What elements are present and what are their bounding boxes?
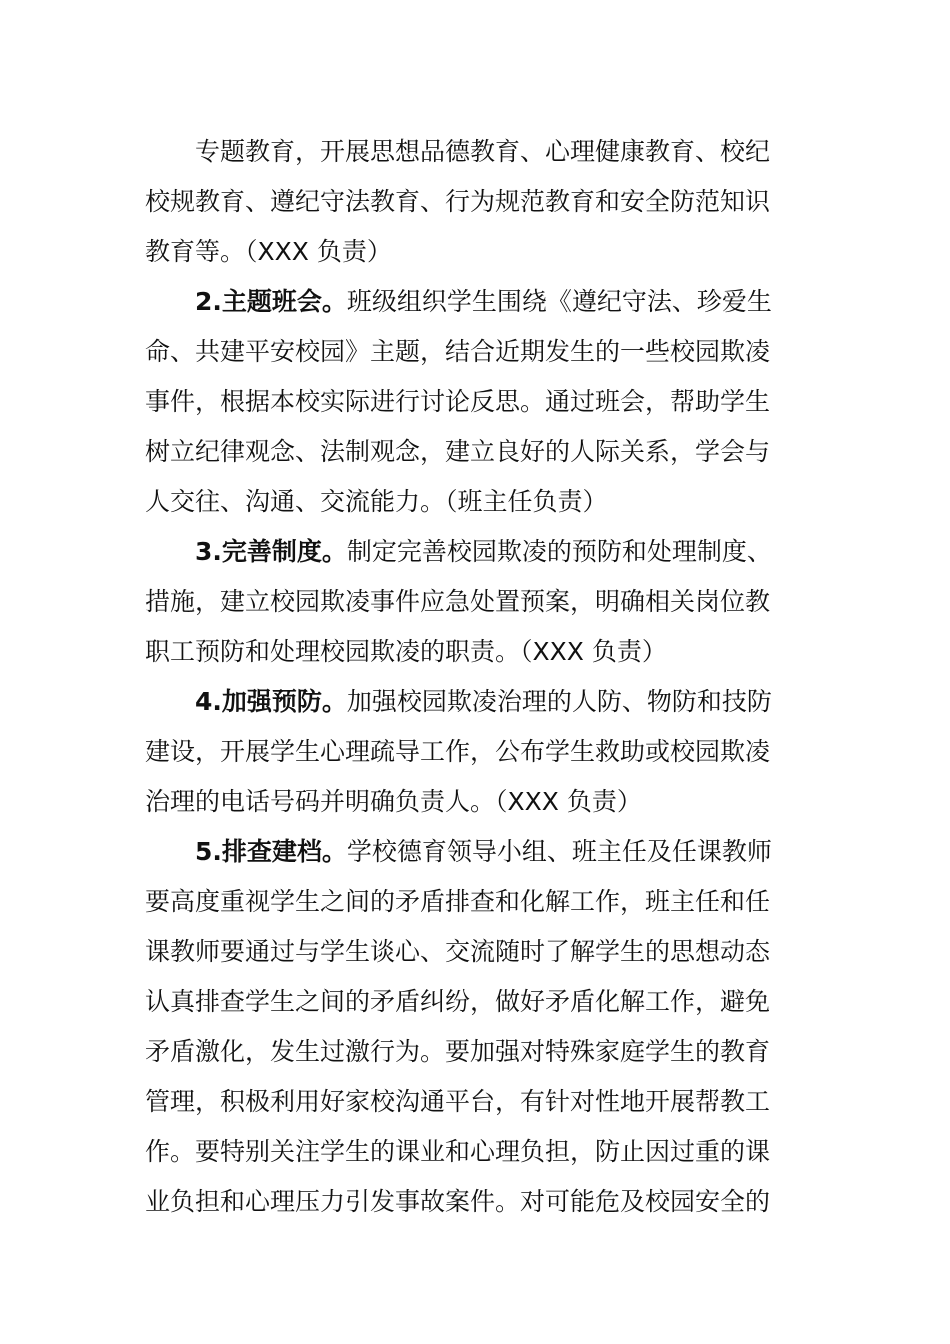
- text-line: 命、共建平安校园》主题，结合近期发生的一些校园欺凌: [145, 337, 771, 366]
- text-line: 业负担和心理压力引发事故案件。对可能危及校园安全的: [145, 1187, 771, 1216]
- section-heading: 5.排查建档。: [195, 837, 347, 866]
- paragraph-first-line: [195, 282, 772, 322]
- text-line: 治理的电话号码并明确负责人。（XXX 负责）: [145, 787, 642, 816]
- section-heading: 4.加强预防。: [195, 687, 347, 716]
- text-line: 矛盾激化，发生过激行为。要加强对特殊家庭学生的教育: [145, 1037, 771, 1066]
- text-line: 认真排查学生之间的矛盾纠纷，做好矛盾化解工作，避免: [145, 987, 771, 1016]
- text-line: 加强校园欺凌治理的人防、物防和技防: [346, 687, 772, 716]
- section-heading: 2.主题班会。: [195, 287, 347, 316]
- text-line: 专题教育，开展思想品德教育、心理健康教育、校纪: [195, 137, 771, 166]
- text-line: 作。要特别关注学生的课业和心理负担，防止因过重的课: [145, 1137, 771, 1166]
- text-line: 班级组织学生围绕《遵纪守法、珍爱生: [346, 287, 772, 316]
- text-line: 措施，建立校园欺凌事件应急处置预案，明确相关岗位教: [145, 587, 771, 616]
- text-line: 教育等。（XXX 负责）: [145, 237, 392, 266]
- text-line: 建设，开展学生心理疏导工作，公布学生救助或校园欺凌: [145, 737, 771, 766]
- paragraph-first-line: [195, 682, 772, 722]
- text-line: 校规教育、遵纪守法教育、行为规范教育和安全防范知识: [145, 187, 771, 216]
- text-line: 树立纪律观念、法制观念，建立良好的人际关系，学会与: [145, 437, 771, 466]
- text-line: 管理，积极利用好家校沟通平台，有针对性地开展帮教工: [145, 1087, 771, 1116]
- section-heading: 3.完善制度。: [195, 537, 347, 566]
- text-line: 制定完善校园欺凌的预防和处理制度、: [346, 537, 772, 566]
- text-line: 事件，根据本校实际进行讨论反思。通过班会，帮助学生: [145, 387, 771, 416]
- text-line: 课教师要通过与学生谈心、交流随时了解学生的思想动态: [145, 937, 771, 966]
- text-line: 要高度重视学生之间的矛盾排查和化解工作，班主任和任: [145, 887, 771, 916]
- text-line: 人交往、沟通、交流能力。（班主任负责）: [145, 487, 608, 516]
- text-line: 学校德育领导小组、班主任及任课教师: [346, 837, 772, 866]
- text-line: 职工预防和处理校园欺凌的职责。（XXX 负责）: [145, 637, 667, 666]
- paragraph-first-line: [195, 532, 772, 572]
- paragraph-first-line: [195, 832, 772, 872]
